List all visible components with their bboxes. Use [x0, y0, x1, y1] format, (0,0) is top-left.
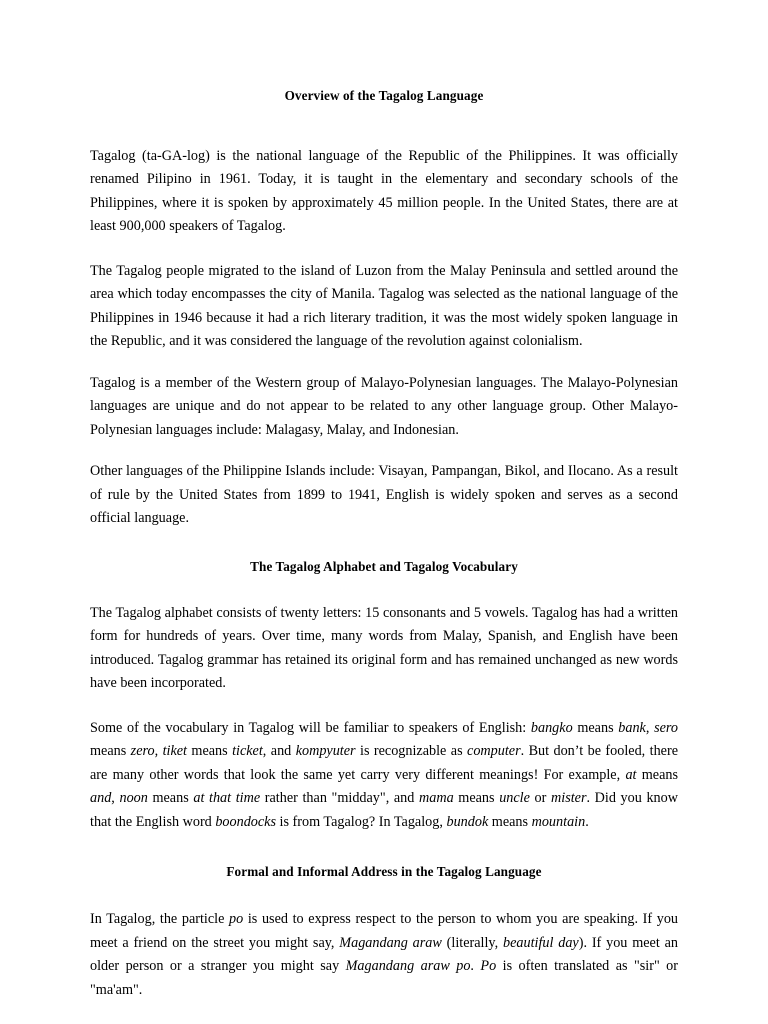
text-run: means: [636, 766, 679, 783]
text-run: In Tagalog, the particle: [90, 911, 230, 928]
term-magandang-araw-po: Magandang araw po: [345, 958, 471, 975]
text-run: or: [529, 790, 551, 807]
term-bank: bank: [618, 719, 646, 736]
term-beautiful-day: beautiful day: [502, 934, 579, 951]
term-tiket: tiket: [162, 743, 187, 760]
text-run: is used to express respect to the person to whom you are speaking. If you meet a friend on the street you might say,: [90, 911, 679, 951]
text-run: ). If you meet an older person or a stranger you might say: [90, 934, 678, 975]
spacer: [90, 531, 678, 559]
term-at: at: [625, 766, 637, 783]
paragraph-alphabet: The Tagalog alphabet consists of twenty letters: 15 consonants and 5 vowels. Tagalog has had a written form for hundreds of years. Over time, many words from Malay, Spanish, and English have been introduced. Tagalog grammar has retained its original form and has remained unchanged as new words have been incorporated.: [90, 604, 678, 692]
paragraph-malayo-polynesian: Tagalog is a member of the Western group of Malayo-Polynesian languages. The Malayo-Polynesian languages are unique and do not appear to be related to any other language group. Other Malayo-Polynesian languages include: Malagasy, Malay, and Indonesian.: [90, 374, 678, 438]
text-run: means: [572, 719, 619, 736]
spacer: [90, 880, 678, 908]
term-ticket: ticket: [232, 743, 263, 760]
text-run: ,: [154, 743, 163, 760]
text-run: means: [90, 743, 131, 760]
text-run: ,: [111, 790, 120, 807]
spacer: [90, 239, 678, 260]
heading-alphabet-vocabulary: The Tagalog Alphabet and Tagalog Vocabulary: [250, 558, 518, 574]
text-run: (literally,: [441, 934, 503, 951]
text-run: means: [147, 790, 194, 807]
spacer: [90, 834, 678, 864]
term-po: po: [229, 911, 244, 928]
term-bundok: bundok: [446, 813, 489, 830]
document-body: [90, 0, 678, 1002]
term-boondocks: boondocks: [215, 813, 276, 830]
spacer: [90, 575, 678, 602]
paragraph-other-languages: Other languages of the Philippine Islands include: Visayan, Pampangan, Bikol, and Ilocano. As a result of rule by the United States from 1899 to 1941, English is widely spoken and serves as a second official language.: [90, 463, 678, 527]
page-title: Overview of the Tagalog Language: [284, 88, 484, 103]
text-run: is recognizable as: [355, 743, 468, 760]
term-and: and: [90, 790, 112, 807]
term-computer: computer: [467, 743, 521, 760]
text-run: means: [488, 813, 532, 830]
spacer: [90, 442, 678, 460]
text-run: .: [470, 958, 481, 975]
term-kompyuter: kompyuter: [295, 743, 356, 760]
text-run: ,: [645, 719, 655, 736]
text-run: . But don’t be fooled, there are many other words that look the same yet carry very different meanings! For example,: [90, 743, 678, 783]
text-run: rather than "midday", and: [260, 790, 419, 807]
text-run: is often translated as "sir" or "ma'am".: [90, 958, 678, 998]
term-magandang-araw: Magandang araw: [339, 934, 442, 951]
term-bangko: bangko: [530, 719, 573, 736]
spacer: [90, 104, 678, 145]
term-zero: zero: [130, 743, 155, 760]
term-sero: sero: [654, 719, 679, 736]
term-mountain: mountain: [531, 813, 586, 830]
paragraph-migration: The Tagalog people migrated to the island of Luzon from the Malay Peninsula and settled around the area which today encompasses the city of Manila. Tagalog was selected as the national language of the Philippines in 1946 because it had a rich literary tradition, it was the most widely spoken language in the Republic, and it was considered the language of the revolution against colonialism.: [90, 262, 678, 350]
paragraph-vocabulary: [90, 717, 678, 835]
paragraph-address: [90, 908, 678, 1002]
text-run: Some of the vocabulary in Tagalog will be familiar to speakers of English:: [90, 719, 531, 736]
term-po-capital: Po: [480, 958, 497, 975]
term-mister: mister: [551, 790, 587, 807]
heading-formal-informal-address: Formal and Informal Address in the Tagalog Language: [226, 864, 542, 880]
spacer: [90, 696, 678, 717]
term-uncle: uncle: [499, 790, 530, 807]
text-run: means: [186, 743, 233, 760]
text-run: , and: [262, 743, 296, 760]
text-run: means: [453, 790, 500, 807]
term-mama: mama: [418, 790, 454, 807]
paragraph-intro: Tagalog (ta-GA-log) is the national language of the Republic of the Philippines. It was officially renamed Pilipino in 1961. Today, it is taught in the elementary and secondary schools of the Philippines, where it is spoken by approximately 45 million people. In the United States, there are at least 900,000 speakers of Tagalog.: [90, 147, 678, 235]
text-run: . Did you know that the English word: [90, 790, 678, 830]
text-run: .: [585, 813, 589, 830]
term-noon: noon: [119, 790, 148, 807]
text-run: is from Tagalog? In Tagalog,: [276, 813, 447, 830]
term-at-that-time: at that time: [193, 790, 261, 807]
spacer: [90, 354, 678, 372]
